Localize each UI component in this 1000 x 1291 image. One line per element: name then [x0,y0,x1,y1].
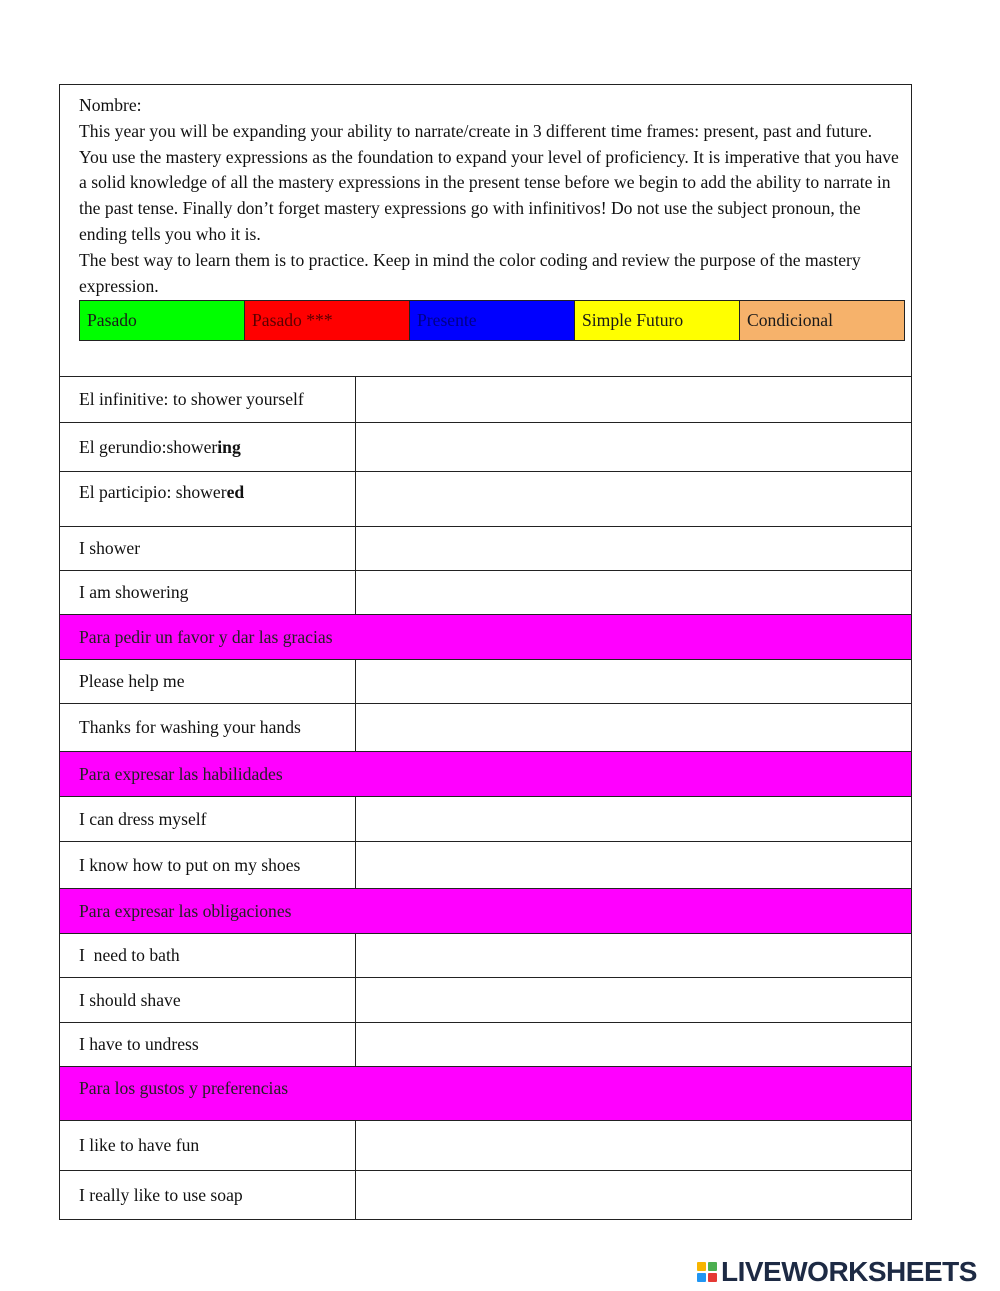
prompt-like-fun: I like to have fun [60,1121,356,1170]
answer-field-need-bath[interactable] [356,934,911,977]
worksheet [59,84,912,1220]
section-heading-likes: Para los gustos y preferencias [60,1067,911,1121]
table-row [60,1121,911,1171]
table-row [60,978,911,1023]
prompt-thanks-washing: Thanks for washing your hands [60,704,356,751]
prompt-i-shower: I shower [60,527,356,570]
table-row [60,1023,911,1067]
table-row [60,527,911,571]
table-row [60,842,911,889]
answer-field-gerund[interactable] [356,423,911,471]
liveworksheets-logo [697,1256,977,1288]
answer-field-like-fun[interactable] [356,1121,911,1170]
name-label: Nombre: [79,95,142,115]
logo-text: LIVEWORKSHEETS [721,1256,977,1287]
prompt-know-shoes: I know how to put on my shoes [60,842,356,888]
legend-condicional: Condicional [740,301,904,340]
table-row [60,377,911,423]
table-row [60,934,911,978]
section-heading-favor: Para pedir un favor y dar las gracias [60,615,911,660]
answer-field-please-help[interactable] [356,660,911,703]
answer-field-i-am-showering[interactable] [356,571,911,614]
prompt-i-am-showering: I am showering [60,571,356,614]
answer-field-i-shower[interactable] [356,527,911,570]
answer-field-should-shave[interactable] [356,978,911,1022]
color-legend [79,300,905,341]
table-row [60,1171,911,1219]
section-heading-obligations: Para expresar las obligaciones [60,889,911,934]
legend-pasado: Pasado [80,301,245,340]
answer-field-infinitive[interactable] [356,377,911,422]
instructions-block [60,85,911,377]
answer-field-can-dress[interactable] [356,797,911,841]
prompt-have-undress: I have to undress [60,1023,356,1066]
table-row [60,660,911,704]
prompt-please-help: Please help me [60,660,356,703]
instructions-paragraph-1: This year you will be expanding your ability to narrate/create in 3 different time frames: present, past and future. You use the mastery expressions as the foundation to expand your level of proficiency. It is imperative that you have a solid knowledge of all the mastery expressions in the present tense before we begin to add the ability to narrate in the past tense. Finally don’t forget mastery expressions go with infinitivos! Do not use the subject pronoun, the ending tells you who it is. [79,120,899,244]
prompt-can-dress: I can dress myself [60,797,356,841]
legend-pasado-asterisks: Pasado *** [245,301,410,340]
logo-mark-icon [697,1262,717,1282]
instructions-paragraph-2: The best way to learn them is to practice. Keep in mind the color coding and review the purpose of the mastery expression. [79,249,861,296]
answer-field-have-undress[interactable] [356,1023,911,1066]
answer-field-thanks-washing[interactable] [356,704,911,751]
legend-simple-futuro: Simple Futuro [575,301,740,340]
table-row [60,704,911,752]
table-row [60,423,911,472]
section-heading-abilities: Para expresar las habilidades [60,752,911,797]
answer-field-really-like-soap[interactable] [356,1171,911,1219]
prompt-should-shave: I should shave [60,978,356,1022]
table-row [60,797,911,842]
legend-presente: Presente [410,301,575,340]
prompt-participle: El participio: shower ed [60,472,356,526]
prompt-need-bath: I need to bath [60,934,356,977]
table-row [60,472,911,527]
table-row [60,571,911,615]
answer-field-know-shoes[interactable] [356,842,911,888]
prompt-infinitive: El infinitive: to shower yourself [60,377,356,422]
prompt-really-like-soap: I really like to use soap [60,1171,356,1219]
prompt-gerund: El gerundio:shower ing [60,423,356,471]
answer-field-participle[interactable] [356,472,911,526]
